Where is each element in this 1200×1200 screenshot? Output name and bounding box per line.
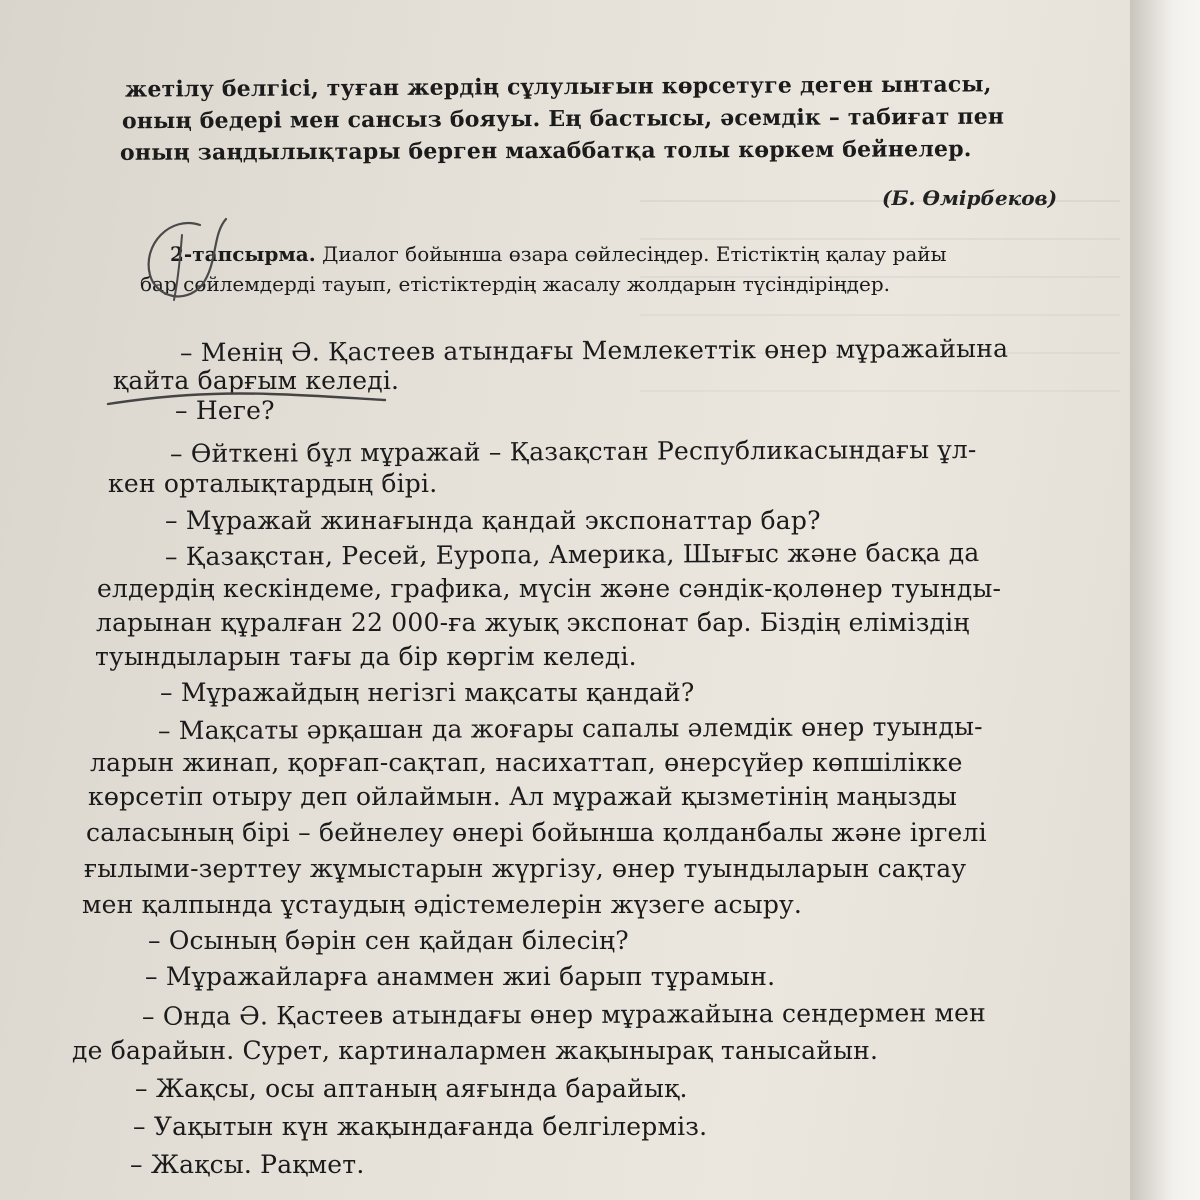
dialog-line: – Мұражай жинағында қандай экспонаттар бар? — [165, 506, 821, 535]
pen-circle-mark — [130, 205, 250, 315]
task-text-line-2: бар сөйлемдерді тауып, етістіктердің жасалу жолдарын түсіндіріңдер. — [140, 272, 890, 296]
dialog-line: – Уақытын күн жақындағанда белгілерміз. — [133, 1112, 708, 1141]
dialog-line: – Өйткені бұл мұражай – Қазақстан Республикасындағы ұл- — [169, 434, 977, 469]
dialog-line: – Мақсаты әрқашан да жоғары сапалы әлемдік өнер туынды- — [157, 711, 983, 746]
dialog-line: елдердің кескіндеме, графика, мүсін және сәндік-қолөнер туынды- — [97, 574, 1002, 603]
intro-line: оның заңдылықтары берген махаббатқа толы көркем бейнелер. — [119, 136, 972, 166]
dialog-line: – Мұражайдың негізгі мақсаты қандай? — [160, 678, 695, 707]
dialog-line: – Жақсы, осы аптаның аяғында барайық. — [135, 1074, 688, 1103]
dialog-line: көрсетіп отыру деп ойлаймын. Ал мұражай қызметінің маңызды — [88, 782, 958, 811]
task-header — [170, 242, 947, 266]
dialog-line: ғылыми-зерттеу жұмыстарын жүргізу, өнер туындыларын сақтау — [84, 854, 967, 883]
dialog-line: де барайын. Сурет, картиналармен жақынырақ танысайын. — [72, 1036, 879, 1065]
dialog-line: кен орталықтардың бірі. — [108, 469, 438, 498]
task-label: 2-тапсырма. — [170, 242, 316, 266]
dialog-line: ларынан құралған 22 000-ға жуық экспонат бар. Біздің еліміздің — [96, 608, 970, 637]
dialog-line: – Неге? — [175, 396, 275, 425]
dialog-line: мен қалпында ұстаудың әдістемелерін жүзеге асыру. — [82, 890, 803, 919]
intro-line: жетілу белгісі, туған жердің сұлулығын көрсетуге деген ынтасы, — [124, 71, 992, 103]
author-citation: (Б. Өмірбеков) — [882, 186, 1058, 210]
pen-underline-mark — [100, 386, 400, 416]
dialog-line: саласының бірі – бейнелеу өнері бойынша қолданбалы және іргелі — [86, 818, 987, 847]
dialog-line: – Мұражайларға анаммен жиі барып тұрамын. — [145, 962, 776, 991]
dialog-line: – Онда Ә. Қастеев атындағы өнер мұражайына сендермен мен — [141, 998, 987, 1031]
page-gutter — [1130, 0, 1200, 1200]
dialog-line: қайта барғым келеді. — [113, 366, 400, 395]
dialog-line: – Қазақстан, Ресей, Еуропа, Америка, Шығыс және басқа да — [164, 537, 980, 572]
dialog-line: ларын жинап, қорғап-сақтап, насихаттап, өнерсүйер көпшілікке — [90, 748, 963, 777]
dialog-line: – Осының бәрін сен қайдан білесің? — [148, 926, 629, 955]
task-text-line-1: Диалог бойынша өзара сөйлесіңдер. Етістіктің қалау райы — [322, 242, 947, 266]
intro-line: оның бедері мен сансыз бояуы. Ең бастысы, әсемдік – табиғат пен — [121, 103, 1005, 135]
dialog-line: – Жақсы. Рақмет. — [130, 1150, 365, 1179]
dialog-line: – Менің Ә. Қастеев атындағы Мемлекеттік өнер мұражайына — [179, 333, 1009, 368]
dialog-line: туындыларын тағы да бір көргім келеді. — [95, 642, 637, 671]
